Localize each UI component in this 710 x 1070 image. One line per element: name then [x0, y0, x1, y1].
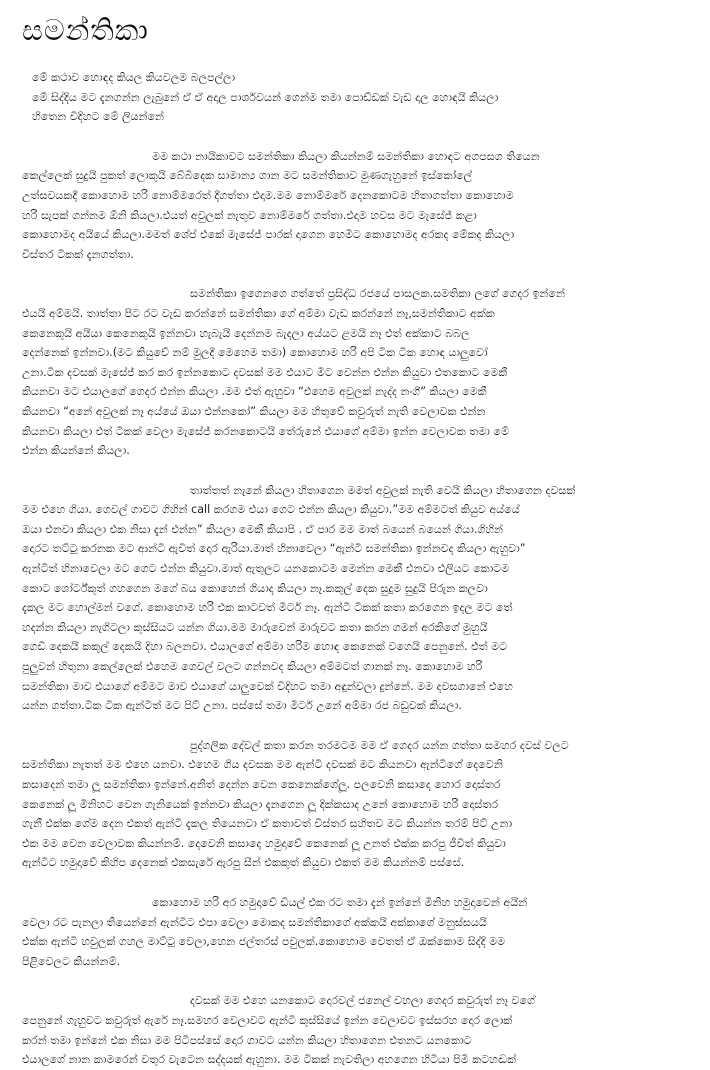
intro-line: මේ කථාව හොඳද කියල කියවලම බලපල්ලා — [32, 71, 236, 84]
paragraph-line: කොහොම හරි අර හමුදාවේ ඩියල් එක රට තමා දැන් ඉන්නේ මිනිහ හමුදාවෙන් අයින් — [152, 895, 528, 909]
paragraph-line: එක්ක ඇන්ටි හවුලක් ගහල මාට්ටු වෙලා,හෙන ජල්තරස් පවුලක්.කොහොම වෙතත් ඒ ඔක්කොම සිද්දි මම — [22, 935, 506, 949]
paragraph-1 — [22, 147, 688, 265]
intro-line: හිතෙන විදිහට මේ ලියන්නේ — [32, 110, 165, 124]
paragraph-line: කෙල්ලෙක් සුදුයි පුකත් ලොකුයි බේබිදෙක සාමාන්‍ය ගාන මට සමන්තිකාව මුණගැහුනේ ඉස්කෝලේ — [22, 169, 473, 183]
paragraph-line: හරි සැපක් ගන්නම ඕනි කියලා.එයත් අවුලක් නැතුව නොම්මරේ ගත්තා.එදාම හවස මට මැසේජ් කළා — [22, 208, 477, 222]
paragraph-line: උනා.ටික දවසක් මැසේජ් කර කර ඉන්නකොට දවසක් මම එයාට මීට වෙන්න එන්න කියුවා එතකොට මෙකී — [22, 365, 508, 379]
paragraph-line: දවසක් මම එහෙ යනකොට දොරවල් ජනෙල් වහලා ගෙදර කවුරුත් නෑ වගේ — [190, 994, 536, 1008]
paragraph-line: විස්තර ටිකක් දැනගත්තා. — [22, 247, 134, 261]
paragraph-line: පුලුවන් හිතුනා කෙල්ලෙක් එහෙම ගෙවල් වලට ගන්නවද කියලා අම්මටත් ගානක් නෑ. කොහොම හරි — [22, 660, 483, 674]
paragraph-line: හදන්න කියලා නැගිටලා කුස්සියට යන්න ගියා.මම මාරුවෙන් මාරුවට කතා කරන ගමන් අරකිගේ මුහුයි — [22, 620, 488, 634]
paragraph-line: සමන්තිකා නැතත් මම එහෙ යනවා. එහෙම ගිය දවසක මම ඇන්ටි දවසක් මට කියනවා ඇන්ටිගේ දෙවෙනි — [22, 758, 503, 772]
paragraph-4 — [22, 736, 688, 873]
paragraph-line: කොට ශෝර්ට්කුත් ගහගෙන මගේ බය කොහෙන් ගියාද කියලා නෑ.කකුල් දෙක සුදුම සුදුයි පිරුන කලවා — [22, 581, 488, 595]
paragraph-2 — [22, 284, 688, 460]
paragraph-line: උත්සවයකදී කොහොම හරි නොම්මරෙත් දීගත්තා එදාම.මම නොම්මරේ දෙනකොටම හිතාගත්තා කොහොම — [22, 188, 514, 202]
intro-note — [22, 68, 688, 127]
paragraph-line: දැකල මට හොල්මන් වගේ. කොහොම හරි එක කාටවත් මීටර් නෑ. ඇන්ටි ටිකක් කතා කරගෙන ඉදල මට තේ — [22, 601, 513, 615]
intro-line: මේ සිද්දිය මට දැනගන්න ලැබුනේ ඒ ඒ අදාල පාර්ශවයන් ගෙන්ම තමා පොඩ්ඩක් වැඩ දාල හොඳයි කියලා — [32, 90, 499, 104]
paragraph-line: එයාලගේ නාන කාමරෙන් වතුර වැටෙන සද්දයක් ඇහුනා. මම ටිකක් නැවතිලා අහගෙන හිටියා පිමී කටහඬක් — [22, 1053, 517, 1067]
paragraph-line: යන්න ගත්තා.ටික ටික ඇන්ටිත් මට පිට් උනා. පස්සේ තමා මීටර් උනේ අම්මා රජ බඩුවක් කියලා. — [22, 699, 462, 713]
paragraph-line: ගැනී එක්ක ගේම දෙන එකත් ඇන්ටි දැකල තියෙනවා ඒ කතාවත් විස්තර සහිතව මට කියන්න තරම් පිට් උනා — [22, 817, 513, 831]
paragraph-line: කසාදෙන් තමා ලූ සමන්තිකා ඉන්නේ.අනිත් දෙන්න වෙන කෙනෙක්ගේලූ. පලවෙනි කසාදෙ හොර දොස්තර — [22, 778, 501, 791]
paragraph-line: ගෙඩි දෙකයි කකුල් දෙකයි දිහා බලනවා. එයාලගේ අම්මා හරිම හොඳ කෙනෙක් වගෙයි පෙනුනේ. එත් මට — [22, 640, 508, 654]
paragraph-line: ඇන්ටිට හමුදාවේ කිහිප දෙනෙක් එකසැරේ ඇරපු සීන් එකකුත් කියුවා එකත් මම කියන්නම් පස්සේ. — [22, 856, 465, 870]
paragraph-line: පිළිවෙලට කියන්නම්. — [22, 954, 120, 968]
paragraph-line: පෙනුනේ ගැහුවට කවුරුත් ඇරේ නෑ.සමහර වෙලාවට ඇන්ටි කුස්සියේ ඉන්න වෙලාවට ඉස්සරහ දොර ලොක් — [22, 1013, 513, 1027]
paragraph-6 — [22, 991, 688, 1069]
paragraph-line: දොරට තට්ටු කරනක මට ආන්ටි ඇවිත් දොර ඇරියා.මාත් හිනාවෙලා “ඇන්ටි සමන්තිකා ඉන්නවද කියලා ඇහුවා” — [22, 542, 526, 556]
paragraph-line: එක මම වෙන වෙලාවක කියන්නම්. දෙවෙනි කසාදෙ හමුදාවේ කෙනෙක් ලූ උනත් එක්ක කරපු ජීවිත් කියුවා — [22, 836, 506, 850]
paragraph-3 — [22, 481, 688, 716]
paragraph-line: ඇන්ටිත් හිනාවෙලා මට ගෙට එන්න කියුවා.මාත් ඇතුලට යනකොටම මෙන්න මෙකී එනවා එලියට කොටම — [22, 562, 510, 576]
paragraph-line: දෙන්නෙක් ඉන්නවා.(මට කියුවේ නම් මුලදී මෙහෙම තමා) කොහොම හරි අපි ටික ටික හොඳ යාලුවෝ — [22, 346, 488, 360]
paragraph-line: මම එහෙ ගියා. ගෙවල් ගාවට ගිහින් call කරගම එයා ගෙට එන්න කියලා කියුවා.”මම අම්මටත් කියුව අය්යේ — [22, 503, 520, 517]
paragraph-line: ඔයා එනවා කියලා එක නිසා දැන් එන්න” කියලා මෙකී කියාපි . ඒ පාර මම මාත් බයෙන් බයෙන් ගියා.ගිහින් — [22, 522, 504, 536]
paragraph-line: වෙලා රට පැනලා තියෙන්නේ ඇන්ටිට එපා වෙලා මොකද සමන්තිකාගේ අක්කයි අක්කාගේ මනුස්සයයි — [22, 915, 487, 929]
paragraph-line: සමන්තිකා මාව එයාගේ අම්මට මාව එයාගේ යාලුවෙක් විදිහට තමා අඳුන්වලා දුන්නේ. මම දවසගානේ එහෙ — [22, 679, 513, 693]
paragraph-line: සමන්තිකා ඉගෙනගෙ ගත්තේ ප්‍රසිද්ධ රජයේ පාසලක.සමතිකා ලගේ ගෙදර ඉන්නේ — [190, 287, 565, 301]
paragraph-line: කෙනෙක් ලූ මිනිහට වෙන ගැනියෙක් ඉන්නවා කියලා දැනගෙන ලූ දික්කසාද උනේ කොහොම හරි දොස්තර — [22, 797, 499, 811]
paragraph-5 — [22, 893, 688, 971]
paragraph-line: එයයි අම්මයි. තාත්තා පිට රට වැඩ කරන්නේ සමන්තිකා ගේ අම්මා වැඩ කරන්නේ නෑ,සමන්තිකාට අක්ක — [22, 306, 495, 320]
paragraph-line: කියනවා “අනේ අවුලක් නෑ අය්යේ ඔයා එන්නකෝ” කියලා මම හිතුවේ කවුරුත් නැති වෙලාවක එන්න — [22, 404, 486, 418]
paragraph-line: කියනවා මට එයාලගේ ගෙදර එන්න කියලා .මම එත් ඇහුවා “එහෙම අවුලක් නැද්ද නංගී” කියලා මෙකී — [22, 385, 487, 399]
paragraph-line: පුද්ගලික දේවල් කතා කරන තරමටම මම ඒ ගෙදර යන්න ගත්තා සමහර දවස් වලට — [190, 738, 569, 752]
paragraph-line: මම කථා නායිකාවට සමන්තිකා කියලා කියන්නම් සමන්තිකා හොඳට අගපසග තියෙන — [152, 149, 540, 163]
paragraph-line: කොහොමද අයියේ කියලා.මමත් ශේප් එකේ මැසේජ් පාරක් දාගෙන හෙමිට කොහොමද අරකද මේකද කියලා — [22, 228, 515, 242]
paragraph-line: කෙනෙකුයි අයියා කෙනෙකුයි ඉන්නවා හැබැයි දෙන්නම බැදලා අය්යට ළමයි නෑ එත් අක්කාට බබල — [22, 326, 470, 340]
story-title: සමන්තිකා — [22, 13, 149, 47]
paragraph-line: එන්න කියන්නේ කියලා. — [22, 444, 130, 458]
paragraph-line: තාත්තත් නැනේ කියලා හිතාගෙන මමත් අවුලක් නැති වෙයි කියලා හිතාගෙන දවසක් — [190, 483, 576, 497]
paragraph-line: කරන් තමා ඉන්නේ එක නිසා මම පිටිපස්සේ දොර ගාවට යන්න කියලා හිතාගෙන එතනට යනකොට — [22, 1033, 472, 1047]
paragraph-line: කියනවා කියලා එත් ටිකක් වෙලා මැසේජ් කරනකොටයි තේරුනේ එයාගේ අම්මා ඉන්න වෙලාවක තමා මේ — [22, 424, 509, 438]
